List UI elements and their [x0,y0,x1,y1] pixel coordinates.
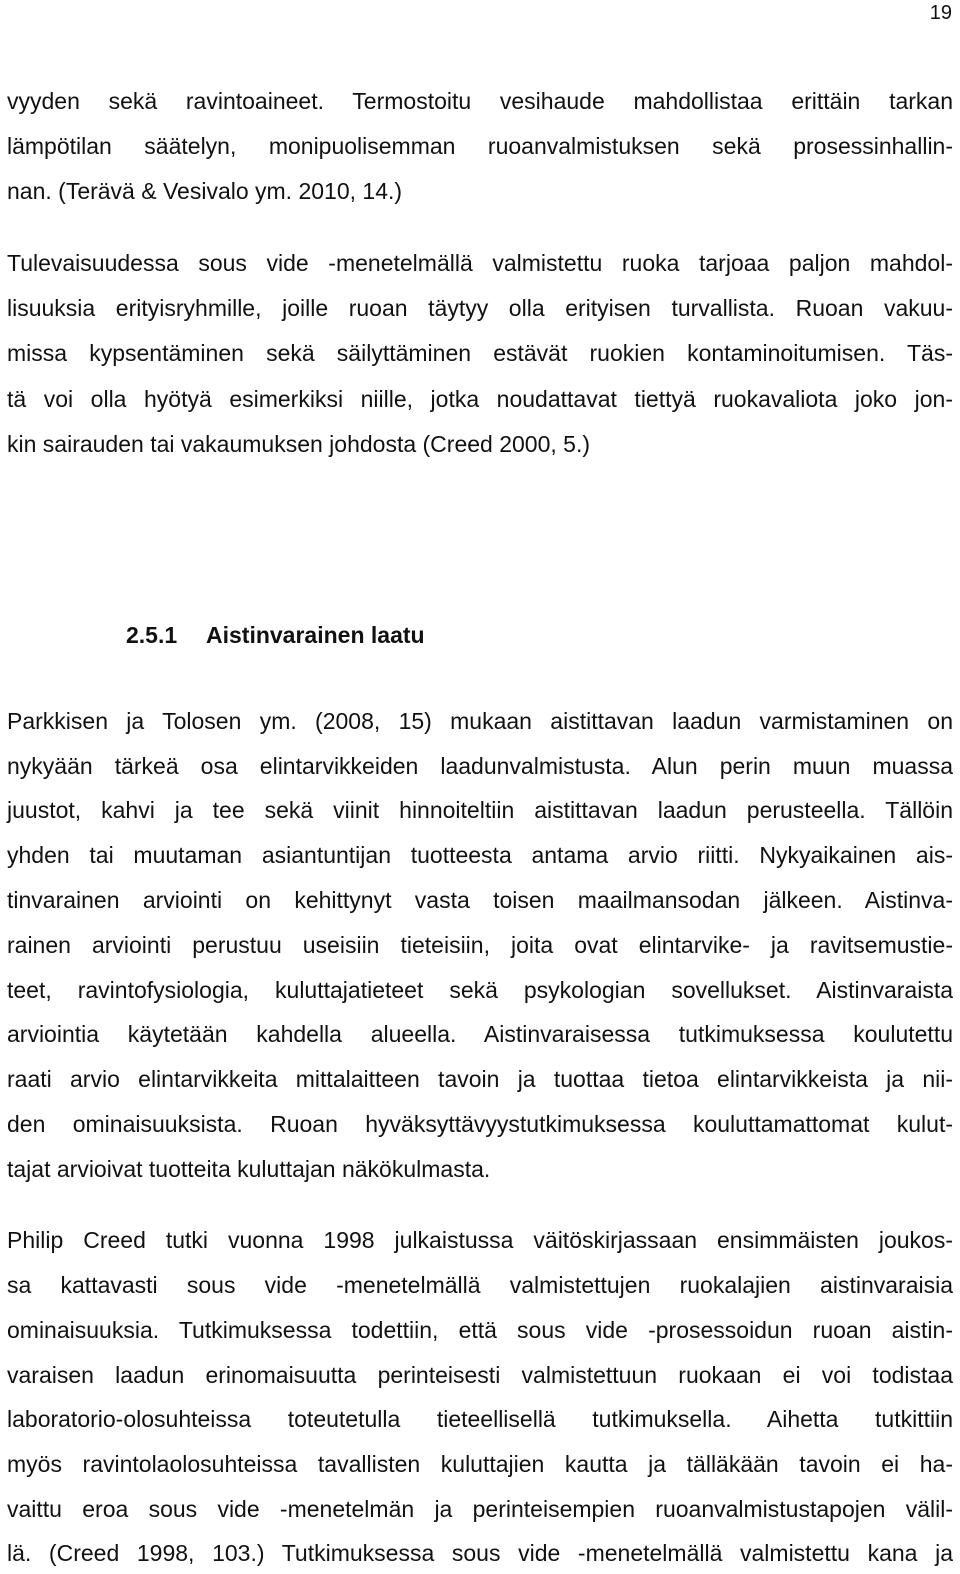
text-line: lä. (Creed 1998, 103.) Tutkimuksessa sous vide -menetelmällä valmistettu kana ja [7,1540,953,1566]
text-line: teet, ravintofysiologia, kuluttajatieteet sekä psykologian sovellukset. Aistinvaraista [7,977,953,1003]
text-line: varaisen laadun erinomaisuutta perinteisesti valmistettuun ruokaan ei voi todistaa [7,1362,953,1388]
text-line: tä voi olla hyötyä esimerkiksi niille, jotka noudattavat tiettyä ruokavaliota joko jon- [7,386,953,412]
section-title: Aistinvarainen laatu [206,622,425,648]
text-line: lämpötilan säätelyn, monipuolisemman ruoanvalmistuksen sekä prosessinhallin- [7,133,953,159]
text-line: raati arvio elintarvikkeita mittalaitteen tavoin ja tuottaa tietoa elintarvikkeista ja nii- [7,1066,953,1092]
text-line: yhden tai muutaman asiantuntijan tuotteesta antama arvio riitti. Nykyaikainen ais- [7,842,953,868]
text-line: vyyden sekä ravintoaineet. Termostoitu vesihaude mahdollistaa erittäin tarkan [7,88,953,114]
text-line: vaittu eroa sous vide -menetelmän ja perinteisempien ruoanvalmistustapojen välil- [7,1496,953,1522]
text-line: lisuuksia erityisryhmille, joille ruoan täytyy olla erityisen turvallista. Ruoan vakuu- [7,295,953,321]
text-line: arviointia käytetään kahdella alueella. Aistinvaraisessa tutkimuksessa koulutettu [7,1021,953,1047]
text-line: missa kypsentäminen sekä säilyttäminen estävät ruokien kontaminoitumisen. Täs- [7,340,953,366]
text-line: nan. (Terävä & Vesivalo ym. 2010, 14.) [7,178,403,204]
text-line: nykyään tärkeä osa elintarvikkeiden laadunvalmistusta. Alun perin muun muassa [7,753,953,779]
section-heading [126,620,425,650]
text-line: tajat arvioivat tuotteita kuluttajan näkökulmasta. [7,1156,491,1182]
text-line: ominaisuuksia. Tutkimuksessa todettiin, että sous vide -prosessoidun ruoan aistin- [7,1317,953,1343]
text-line: Philip Creed tutki vuonna 1998 julkaistussa väitöskirjassaan ensimmäisten joukos- [7,1227,953,1253]
text-line: Parkkisen ja Tolosen ym. (2008, 15) mukaan aistittavan laadun varmistaminen on [7,708,953,734]
text-line: rainen arviointi perustuu useisiin tieteisiin, joita ovat elintarvike- ja ravitsemustie- [7,932,953,958]
text-line: juustot, kahvi ja tee sekä viinit hinnoiteltiin aistittavan laadun perusteella. Tällöin [7,797,953,823]
text-line: laboratorio-olosuhteissa toteutetulla tieteellisellä tutkimuksella. Aihetta tutkittiin [7,1406,953,1432]
page-number: 19 [929,2,952,24]
text-line: sa kattavasti sous vide -menetelmällä valmistettujen ruokalajien aistinvaraisia [7,1272,953,1298]
text-line: den ominaisuuksista. Ruoan hyväksyttävyystutkimuksessa kouluttamattomat kulut- [7,1111,953,1137]
text-line: kin sairauden tai vakaumuksen johdosta (Creed 2000, 5.) [7,431,591,457]
text-line: myös ravintolaolosuhteissa tavallisten kuluttajien kautta ja tälläkään tavoin ei ha- [7,1451,953,1477]
text-line: Tulevaisuudessa sous vide -menetelmällä valmistettu ruoka tarjoaa paljon mahdol- [7,250,953,276]
text-line: tinvarainen arviointi on kehittynyt vasta toisen maailmansodan jälkeen. Aistinva- [7,887,953,913]
section-number: 2.5.1 [126,622,178,648]
